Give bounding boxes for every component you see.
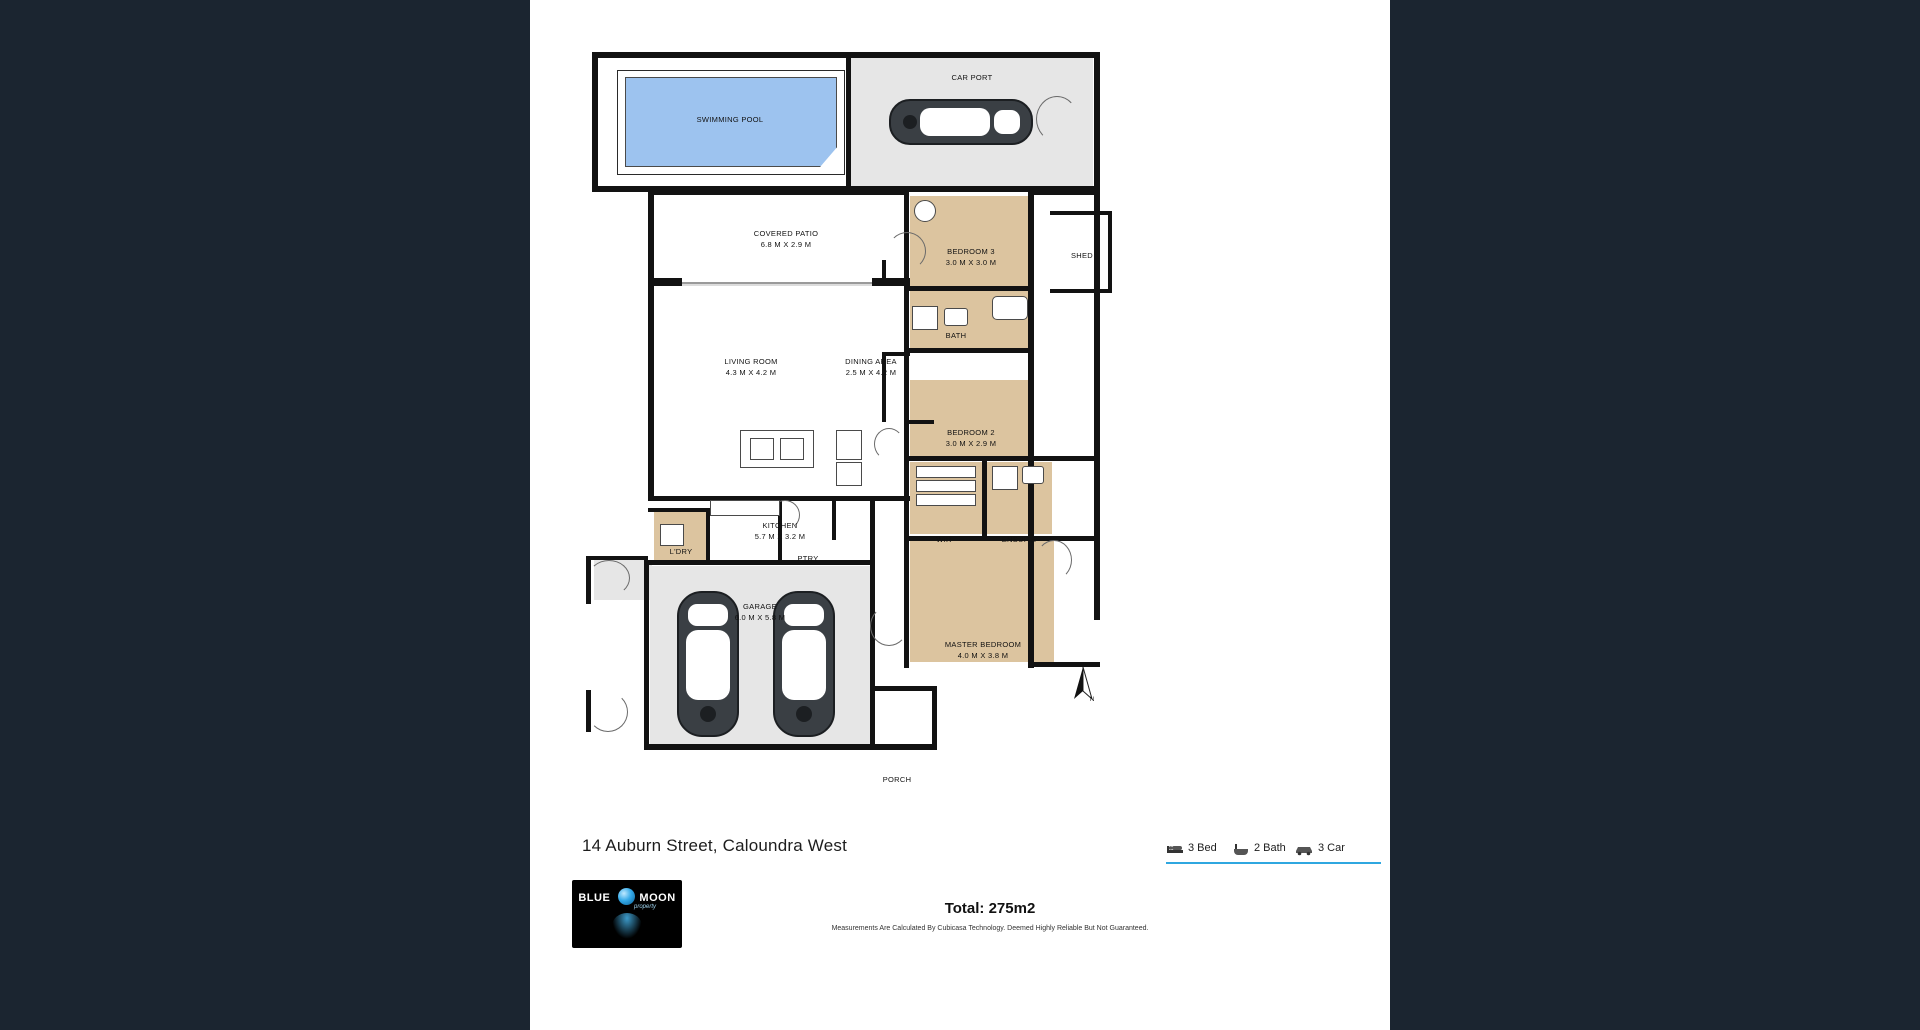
brand-name [572, 892, 682, 904]
wall [1028, 190, 1100, 195]
property-address: 14 Auburn Street, Caloundra West [582, 836, 848, 855]
wall [909, 456, 1034, 461]
room-dimension: 5.7 M X 3.2 M [754, 532, 806, 541]
ensuite-vanity-fixture [1022, 466, 1044, 484]
wall [1094, 52, 1100, 192]
room-dimension: 3.0 M X 3.0 M [945, 258, 997, 267]
wall [648, 508, 710, 512]
bath-count: 2 Bath [1254, 842, 1286, 854]
door-arc [588, 692, 628, 732]
wall [1050, 289, 1112, 293]
shower-fixture [912, 306, 938, 330]
ensuite-shower-fixture [992, 466, 1018, 490]
total-area-label: Total: 275m2 [944, 900, 1036, 917]
wall [586, 556, 648, 560]
room-label-porch [862, 774, 932, 785]
wir-shelf [916, 494, 976, 506]
room-name: BEDROOM 3 [947, 247, 995, 256]
wall [648, 278, 682, 286]
kitchen-sink [780, 438, 804, 460]
wall [909, 348, 1034, 353]
vanity-fixture [944, 308, 968, 326]
room-label-car-port [912, 72, 1032, 83]
room-label-dining-area [796, 356, 946, 378]
bath-icon [1232, 842, 1250, 856]
room-name: SHED [1070, 251, 1094, 260]
wall [909, 286, 1034, 291]
room-label-kitchen [700, 520, 860, 542]
wall [872, 278, 910, 286]
door-arc [1036, 96, 1078, 142]
wall [904, 420, 934, 424]
brand-tagline: property [634, 904, 657, 910]
car-icon [1294, 842, 1314, 856]
wall [592, 52, 598, 192]
wall [932, 686, 937, 750]
room-name: GARAGE [743, 602, 777, 611]
room-label-bedroom-2 [910, 427, 1032, 449]
room-name: COVERED PATIO [753, 229, 819, 238]
bed-count: 3 Bed [1188, 842, 1217, 854]
room-name: L'DRY [669, 547, 693, 556]
kitchen-bench [710, 500, 780, 516]
room-label-bedroom-3 [910, 246, 1032, 268]
compass-rose [1066, 665, 1100, 709]
room-name: CAR PORT [951, 73, 993, 82]
room-dimension: 4.0 M X 3.8 M [957, 651, 1009, 660]
toilet-fixture [914, 200, 936, 222]
room-dimension: 4.3 M X 4.2 M [725, 368, 777, 377]
room-name: PTRY [797, 554, 819, 563]
wall [870, 686, 936, 691]
wall [846, 52, 851, 192]
wall [648, 190, 908, 195]
room-name: DINING AREA [845, 357, 897, 366]
room-label-bath [926, 330, 986, 341]
disclaimer-text: Measurements Are Calculated By Cubicasa Technology. Deemed Highly Reliable But Not Guaranteed. [831, 925, 1149, 932]
door-arc [870, 606, 908, 646]
bed-icon [1166, 842, 1184, 856]
moon-reflection [612, 913, 642, 939]
laundry-tub-fixture [660, 524, 684, 546]
wall [882, 260, 886, 286]
brand-name-part2: MOON [639, 892, 676, 904]
floorplan-canvas [530, 0, 1390, 860]
room-label-wir [916, 534, 972, 545]
wall [982, 460, 987, 538]
wall [644, 744, 875, 750]
room-name: PORCH [882, 775, 912, 784]
room-label-swimming-pool [660, 114, 800, 125]
room-name: WIR [936, 535, 952, 544]
room-name: BATH [945, 331, 967, 340]
brand-name-part1: BLUE [578, 892, 611, 904]
car-count: 3 Car [1318, 842, 1345, 854]
wall [648, 190, 654, 500]
kitchen-stove [836, 430, 862, 460]
room-dimension: 6.8 M X 2.9 M [760, 240, 812, 249]
wall [870, 744, 936, 750]
property-stats [1166, 840, 1381, 864]
room-label-shed [1052, 250, 1112, 261]
brand-logo [572, 880, 682, 948]
kitchen-sink [750, 438, 774, 460]
room-label-master-bedroom [908, 639, 1058, 661]
room-label-pantry [780, 553, 836, 564]
wir-shelf [916, 466, 976, 478]
wall [1034, 456, 1094, 461]
door-arc [874, 428, 904, 460]
room-name: MASTER BEDROOM [944, 640, 1022, 649]
kitchen-oven [836, 462, 862, 486]
room-label-covered-patio [706, 228, 866, 250]
room-label-ensuite [984, 534, 1054, 545]
room-name: BEDROOM 2 [947, 428, 995, 437]
room-name: ENSUITE [1001, 535, 1037, 544]
room-label-laundry [652, 546, 710, 557]
bathtub-fixture [992, 296, 1028, 320]
room-dimension: 2.5 M X 4.2 M [845, 368, 897, 377]
compass-label-n: N [1090, 697, 1095, 703]
room-dimension: 6.0 M X 5.8 M [734, 613, 786, 622]
room-name: SWIMMING POOL [696, 115, 764, 124]
room-dimension: 3.0 M X 2.9 M [945, 439, 997, 448]
floorplan-sheet [530, 0, 1390, 1030]
wir-shelf [916, 480, 976, 492]
wall [648, 560, 874, 565]
room-name: LIVING ROOM [724, 357, 778, 366]
car-icon [886, 86, 1036, 158]
door-arc [1036, 540, 1072, 580]
door-arc [588, 560, 630, 596]
wall [1050, 211, 1112, 215]
wall [644, 560, 649, 750]
room-name: KITCHEN [762, 521, 798, 530]
porch-fill [874, 690, 934, 748]
room-label-garage [690, 601, 830, 623]
